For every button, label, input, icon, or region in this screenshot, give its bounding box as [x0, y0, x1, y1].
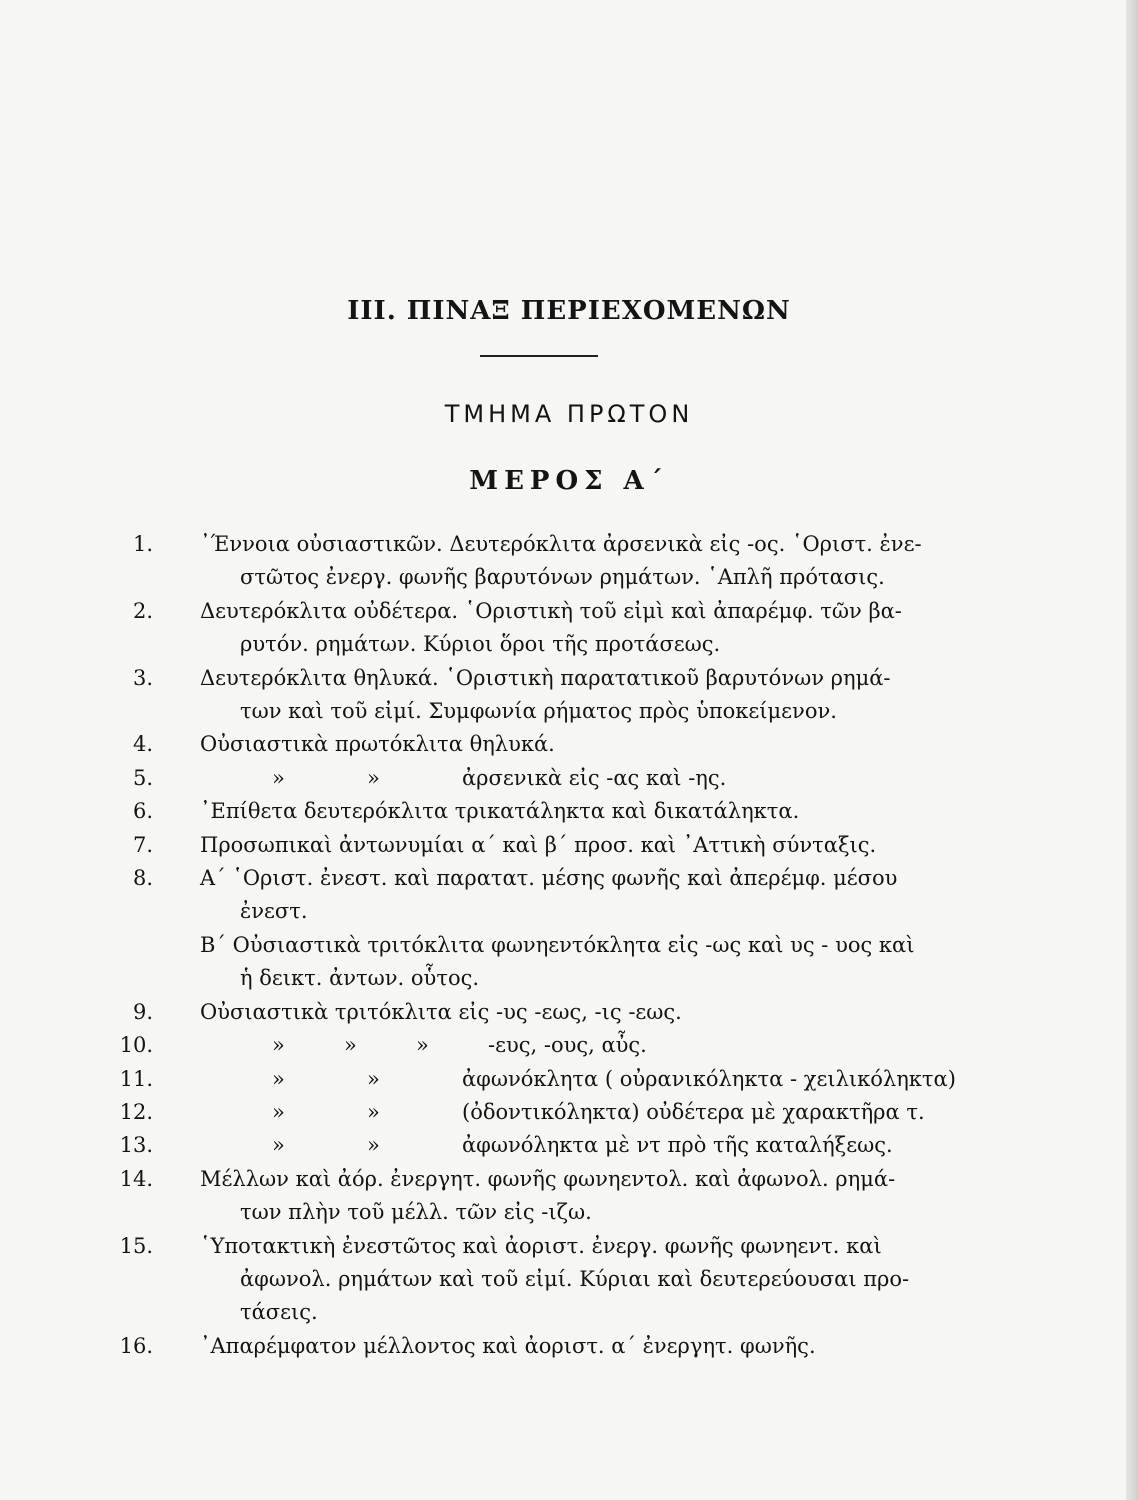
toc-entry-text [200, 1063, 958, 1096]
toc-entry-text: Δευτερόκλιτα οὐδέτερα. ῾Οριστικὴ τοῦ εἰμὶ καὶ ἀπαρέμφ. τῶν βα- [200, 598, 902, 623]
toc-entry-text [200, 1029, 958, 1062]
toc-entry-text: ἐνεστ. [240, 899, 308, 924]
toc-entry-text: Οὐσιαστικὰ πρωτόκλιτα θηλυκά. [200, 732, 555, 757]
title-rule [480, 355, 598, 357]
toc-entry-number: 16. [119, 1333, 153, 1358]
toc-entry [108, 1063, 958, 1096]
toc-entry-number: 2. [132, 598, 153, 623]
toc-entry [108, 1096, 958, 1129]
toc-entry-text: των καὶ τοῦ εἰμί. Συμφωνία ρήματος πρὸς ὑποκείμενον. [240, 699, 837, 724]
toc-entry-text: ἡ δεικτ. ἀντων. οὗτος. [240, 966, 480, 991]
ditto-mark: » [367, 1066, 380, 1091]
toc-entry-text: Οὐσιαστικὰ τριτόκλιτα εἰς -υς -εως, -ις -εως. [200, 999, 682, 1024]
toc-entry-number: 6. [132, 799, 153, 824]
toc-entry-text: ᾿Έννοια οὐσιαστικῶν. Δευτερόκλιτα ἀρσενικὰ εἰς -ος. ῾Οριστ. ἐνε- [200, 532, 922, 556]
toc-entry [108, 1163, 958, 1230]
toc-entry [108, 1230, 958, 1330]
table-of-contents [108, 528, 958, 1363]
toc-entry-text: Β΄ Οὐσιαστικὰ τριτόκλιτα φωνηεντόκλητα εἰς -ως καὶ υς - υος καὶ [200, 932, 915, 957]
ditto-mark: » [272, 1133, 285, 1158]
toc-entry-text: Α΄ ῾Οριστ. ἐνεστ. καὶ παρατατ. μέσης φωνῆς καὶ ἀπερέμφ. μέσου [200, 866, 898, 891]
toc-entry-number: 13. [119, 1133, 153, 1158]
ditto-mark: » [272, 765, 285, 790]
toc-entry-number: 7. [132, 832, 153, 857]
toc-entry-number: 12. [119, 1099, 153, 1124]
toc-entry-text: ἀφωνολ. ρημάτων καὶ τοῦ εἰμί. Κύριαι καὶ δευτερεύουσαι προ- [240, 1266, 910, 1291]
toc-entry-number: 9. [132, 999, 153, 1024]
toc-entry [108, 728, 958, 761]
toc-entry-number: 14. [119, 1166, 153, 1191]
toc-entry [108, 595, 958, 662]
toc-entry-text: ᾿Επίθετα δευτερόκλιτα τρικατάληκτα καὶ δικατάληκτα. [200, 799, 800, 824]
toc-entry [108, 662, 958, 729]
toc-entry-text: ἀφωνόληκτα μὲ ντ πρὸ τῆς καταλήξεως. [462, 1133, 893, 1158]
page-edge [1126, 0, 1138, 1500]
toc-entry [108, 929, 958, 996]
toc-entry-text [200, 762, 958, 795]
toc-entry [108, 1129, 958, 1162]
toc-entry [108, 996, 958, 1029]
toc-entry-text: Μέλλων καὶ ἀόρ. ἐνεργητ. φωνῆς φωνηεντολ. καὶ ἀφωνολ. ρημά- [200, 1166, 896, 1191]
toc-entry-text [200, 1129, 958, 1162]
toc-entry-text: στῶτος ἐνεργ. φωνῆς βαρυτόνων ρημάτων. ῾Απλῆ πρότασις. [240, 565, 885, 590]
toc-entry [108, 528, 958, 595]
toc-entry-number: 1. [132, 532, 153, 556]
toc-entry-number: 5. [132, 765, 153, 790]
toc-entry-number: 15. [119, 1233, 153, 1258]
toc-entry [108, 862, 958, 929]
ditto-mark: » [367, 765, 380, 790]
toc-entry-text: τάσεις. [240, 1300, 318, 1325]
toc-entry [108, 762, 958, 795]
toc-entry-text: ἀφωνόκλητα ( οὐρανικόληκτα - χειλικόληκτα) [462, 1066, 956, 1091]
toc-entry-number: 11. [119, 1066, 153, 1091]
toc-entry-number: 3. [132, 665, 153, 690]
toc-entry-text: (ὀδοντικόληκτα) οὐδέτερα μὲ χαρακτῆρα τ. [462, 1099, 925, 1124]
toc-entry-number: 10. [119, 1033, 153, 1058]
toc-entry-text: των πλὴν τοῦ μέλλ. τῶν εἰς -ιζω. [240, 1200, 592, 1225]
ditto-mark: » [344, 1033, 357, 1058]
ditto-mark: » [416, 1033, 429, 1058]
toc-entry-number: 8. [132, 866, 153, 891]
toc-entry-text: ᾿Απαρέμφατον μέλλοντος καὶ ἀοριστ. α΄ ἐνεργητ. φωνῆς. [200, 1333, 816, 1358]
toc-entry-text: Δευτερόκλιτα θηλυκά. ῾Οριστικὴ παρατατικοῦ βαρυτόνων ρημά- [200, 665, 891, 690]
toc-entry-number: 4. [132, 732, 153, 757]
ditto-mark: » [367, 1099, 380, 1124]
toc-entry [108, 795, 958, 828]
ditto-mark: » [272, 1099, 285, 1124]
toc-entry-text [200, 1096, 958, 1129]
toc-entry [108, 1330, 958, 1363]
toc-entry [108, 829, 958, 862]
toc-entry-text: ρυτόν. ρημάτων. Κύριοι ὅροι τῆς προτάσεως. [240, 632, 721, 657]
part-heading: ΜΕΡΟΣ Α΄ [469, 466, 669, 496]
toc-entry-text: -ευς, -ους, αὖς. [488, 1033, 647, 1058]
ditto-mark: » [272, 1066, 285, 1091]
toc-entry-text: ῾Υποτακτικὴ ἐνεστῶτος καὶ ἀοριστ. ἐνεργ. φωνῆς φωνηεντ. καὶ [200, 1233, 882, 1258]
toc-entry-text: ἀρσενικὰ εἰς -ας καὶ -ης. [462, 765, 727, 790]
toc-entry-text: Προσωπικαὶ ἀντωνυμίαι α΄ καὶ β΄ προσ. καὶ ᾿Αττικὴ σύνταξις. [200, 832, 877, 857]
ditto-mark: » [367, 1133, 380, 1158]
section-heading: ΤΜΗΜΑ ΠΡΩΤΟΝ [444, 400, 694, 428]
ditto-mark: » [272, 1033, 285, 1058]
toc-entry [108, 1029, 958, 1062]
page-title: III. ΠΙΝΑΞ ΠΕΡΙΕΧΟΜΕΝΩΝ [347, 296, 791, 326]
